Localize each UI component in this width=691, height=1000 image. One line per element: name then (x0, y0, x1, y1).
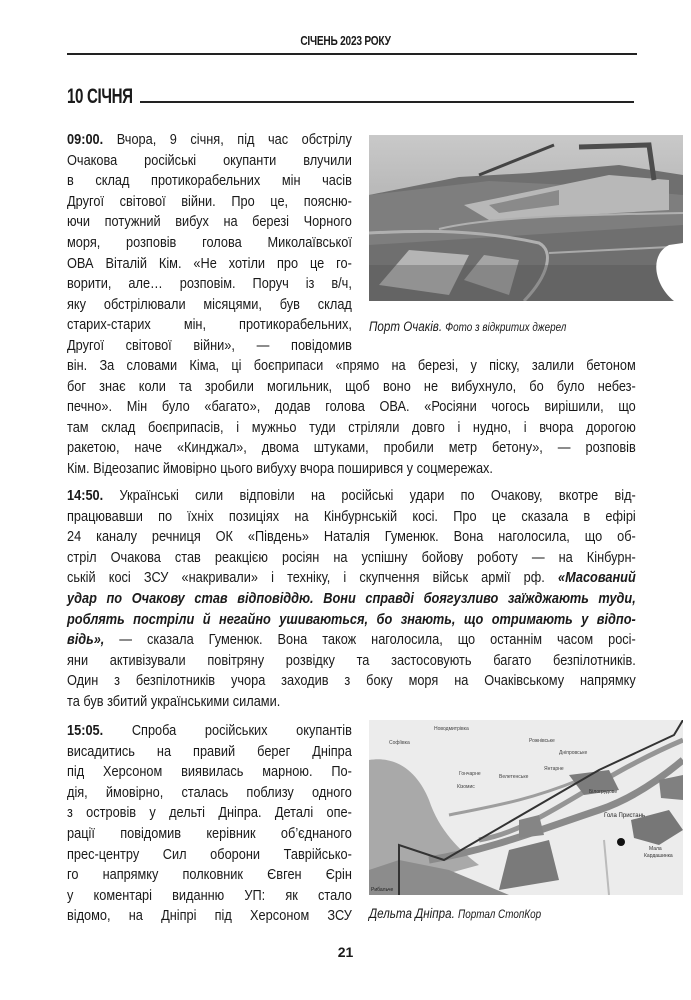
text-line: бог знає коли та зробили могильник, щоб воно не вибухнуло, бо було небез- (67, 377, 636, 395)
text-line: 15:05. Спроба російських окупантів (67, 722, 352, 739)
text-line: рації повідомив керівник об’єднаного (67, 824, 352, 842)
text-line: з островів у дельті Дніпра. Деталі опе- (67, 804, 352, 822)
caption-title: Порт Очаків. (369, 319, 443, 334)
port-ochakiv-photo (369, 135, 683, 301)
day-heading: 10 СІЧНЯ (67, 85, 133, 108)
text-line: старих-старих мін, протикорабельних, (67, 316, 352, 334)
text-line: відь», — сказала Гуменюк. Вона також наголосила, що останнім часом росі- (67, 631, 636, 649)
map-caption (369, 906, 541, 921)
svg-text:Рибальче: Рибальче (371, 887, 394, 893)
text-line: печно». Мін було «багато», додав голова ОВА. «Росіяни чогось вирішили, що (67, 398, 636, 416)
svg-text:Мала: Мала (649, 846, 662, 852)
svg-text:Гончарне: Гончарне (459, 771, 481, 777)
entry-time: 14:50. (67, 487, 104, 504)
text-line: він. За словами Кіма, ці боєприпаси «прямо на березі, у піску, залили бетоном (67, 357, 636, 374)
svg-text:Софіївка: Софіївка (389, 740, 410, 746)
text-line: ОВА Віталій Кім. «Не хотіли про це го- (67, 254, 352, 272)
text-line: у коментарі виданню УП: як стало (67, 886, 352, 904)
text-line: яку обстрілювали місяцями, був склад (67, 295, 352, 313)
entry-1450 (67, 486, 636, 713)
entry-1505 (67, 721, 352, 927)
text-line: ській косі ЗСУ «накривали» і техніку, і скупчення військ армії рф. «Масований (67, 569, 636, 587)
text-line: там склад боєприпасів, і мужньо туди стріляли довго і нудно, і вчора дорогою (67, 418, 636, 436)
text-line: моря, розповів голова Миколаївської (67, 233, 352, 251)
text-line: Один з безпілотників учора заходив з боку моря на Очаківському напрямку (67, 672, 636, 690)
svg-text:Велетенське: Велетенське (499, 774, 529, 780)
text-line: Другої світової війни. Про це, поясню- (67, 192, 352, 210)
text-line: висадитись на правий берег Дніпра (67, 742, 352, 760)
quote: «Масований (557, 569, 636, 587)
text-line: дія, ймовірно, сталась поблизу одного (67, 783, 352, 801)
entry-0900-narrow (67, 130, 352, 357)
header-rule (67, 53, 637, 55)
day-heading-rule (140, 101, 634, 103)
text-line: в склад протикорабельних мін часів (67, 172, 352, 190)
caption-source: Портал СтопКор (458, 909, 542, 921)
text-line: 24 каналу речниця ОК «Південь» Наталія Гуменюк. Вона наголосила, що об- (67, 528, 636, 546)
text-line: Очакова російські окупанти влучили (67, 151, 352, 169)
text-line: 14:50. Українські сили відповіли на російські удари по Очакову, вкотре від- (67, 487, 636, 504)
svg-text:Рожнівське: Рожнівське (529, 738, 555, 744)
svg-text:Дніпровське: Дніпровське (559, 750, 588, 756)
map-image (369, 720, 683, 895)
svg-text:Янтарне: Янтарне (544, 766, 564, 772)
running-header: СІЧЕНЬ 2023 РОКУ (300, 33, 391, 48)
svg-text:Новодмитрівка: Новодмитрівка (434, 726, 469, 732)
text-line: ракетою, наче «Кинджал», двома штуками, пробили метр бетону», — розповів (67, 439, 636, 457)
text-line: го напрямку полковник Євген Єрін (67, 866, 352, 884)
svg-text:Кардашинка: Кардашинка (644, 853, 673, 859)
quote-line: удар по Очакову став відповіддю. Вони справді боягузливо заїжджають туди, (67, 589, 636, 607)
dnipro-delta-map (369, 720, 683, 895)
text-line: стріл Очакова став реакцією росіян на успішну бойову роботу — на Кінбурн- (67, 548, 636, 566)
text-line: ючи потужний вибух на березі Чорного (67, 213, 352, 231)
text-line: прес-центру Сил оборони Таврійсько- (67, 845, 352, 863)
svg-text:Кізомис: Кізомис (457, 784, 475, 790)
text-line: працювавши по їхніх позиціях на Кінбурнській косі. Про це сказала в ефірі (67, 507, 636, 525)
text-line: 09:00. Вчора, 9 січня, під час обстрілу (67, 131, 352, 148)
svg-text:Гола Пристань: Гола Пристань (604, 813, 646, 819)
caption-title: Дельта Дніпра. (369, 906, 455, 921)
aerial-photo-image (369, 135, 683, 301)
svg-text:Білогрудове: Білогрудове (589, 789, 618, 795)
entry-time: 09:00. (67, 131, 104, 148)
text-line: яни активізували повітряну розвідку та застосовують багато безпілотників. (67, 651, 636, 669)
entry-time: 15:05. (67, 722, 104, 739)
text-line: відомо, на Дніпрі під Херсоном ЗСУ (67, 907, 352, 925)
text-line: та був збитий українськими силами. (67, 692, 281, 710)
entry-0900-full (67, 356, 636, 480)
text-line: ворити, але… розповім. Поруч із в/ч, (67, 275, 352, 293)
quote-line: роблять постріли й негайно ушиваються, бо знають, що отримають у відпо- (67, 610, 636, 628)
photo-caption (369, 319, 566, 334)
text-line: під Херсоном виявилась марною. По- (67, 763, 352, 781)
caption-source: Фото з відкритих джерел (445, 322, 567, 334)
text-line: Кім. Відеозапис ймовірно цього вибуху вчора поширився у соцмережах. (67, 459, 493, 477)
text-line: Другої світової війни», — повідомив (67, 336, 352, 354)
page-number: 21 (337, 944, 354, 960)
